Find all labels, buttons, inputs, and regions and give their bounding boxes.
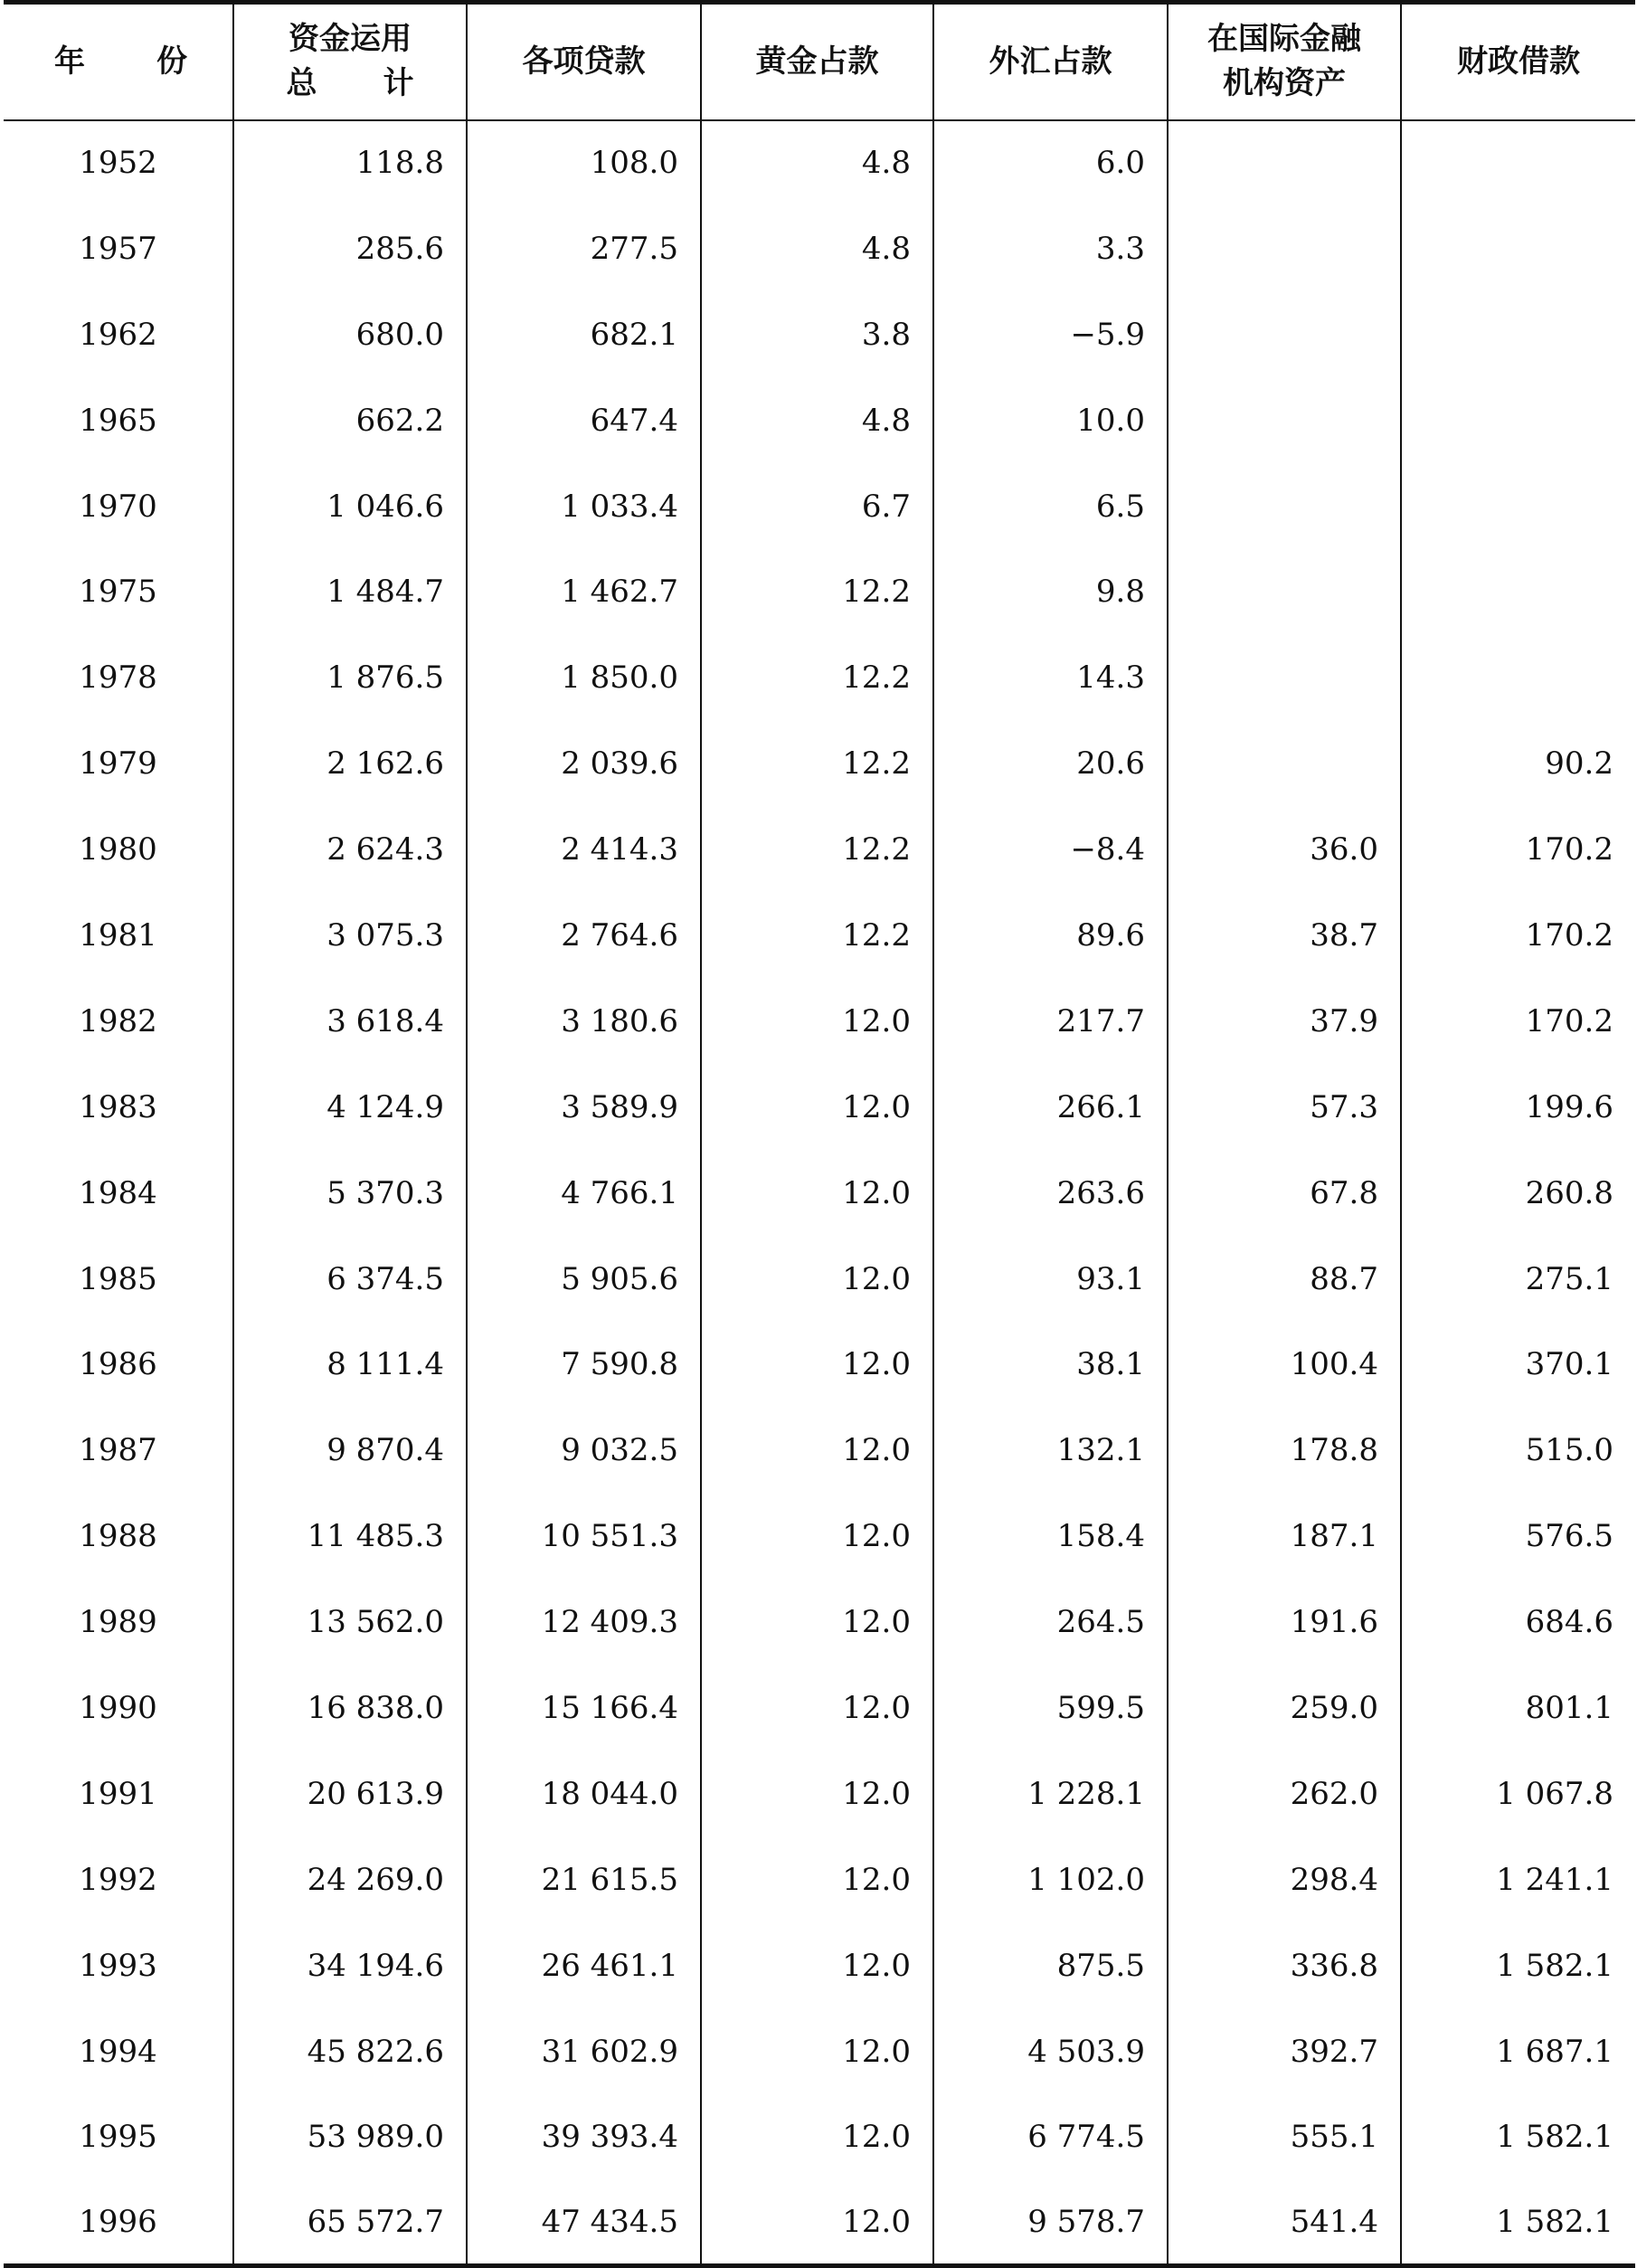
gold-cell: 12.0 [701,1236,933,1322]
header-year-char-1: 年 [54,43,85,80]
gold-cell: 4.8 [701,120,933,206]
year-cell: 1995 [79,2119,157,2156]
table-row [4,2180,1635,2266]
loans-cell: 18 044.0 [467,1751,701,1836]
intl-assets-cell [1168,205,1401,291]
fiscal-cell: 170.2 [1401,807,1635,893]
fiscal-cell: 275.1 [1401,1236,1635,1322]
gold-cell: 4.8 [701,205,933,291]
gold-cell: 12.2 [701,635,933,721]
gold-cell: 12.0 [701,2008,933,2094]
year-cell: 1978 [79,660,157,697]
loans-cell: 2 764.6 [467,893,701,979]
forex-cell: 875.5 [933,1922,1168,2008]
fiscal-cell: 684.6 [1401,1580,1635,1665]
header-loans [467,3,701,120]
header-year [4,3,233,120]
forex-cell: 89.6 [933,893,1168,979]
gold-cell: 12.0 [701,1580,933,1665]
fiscal-cell [1401,377,1635,463]
loans-cell: 5 905.6 [467,1236,701,1322]
forex-cell: 14.3 [933,635,1168,721]
gold-cell: 12.0 [701,1408,933,1494]
gold-cell: 12.0 [701,1150,933,1236]
total-cell: 2 624.3 [233,807,467,893]
table-row [4,1665,1635,1751]
loans-cell: 1 462.7 [467,549,701,635]
gold-cell: 12.2 [701,807,933,893]
total-cell: 118.8 [233,120,467,206]
intl-assets-cell: 67.8 [1168,1150,1401,1236]
total-cell: 34 194.6 [233,1922,467,2008]
loans-cell: 10 551.3 [467,1494,701,1580]
total-cell: 13 562.0 [233,1580,467,1665]
header-total-use-of-funds [233,3,467,120]
gold-cell: 12.2 [701,893,933,979]
fiscal-cell: 1 582.1 [1401,1922,1635,2008]
fiscal-cell: 515.0 [1401,1408,1635,1494]
year-cell: 1957 [79,230,157,267]
intl-assets-cell: 37.9 [1168,978,1401,1064]
fiscal-cell: 1 582.1 [1401,2094,1635,2180]
gold-cell: 12.0 [701,1751,933,1836]
year-cell: 1986 [79,1346,157,1383]
gold-cell: 12.0 [701,1064,933,1150]
year-cell: 1984 [79,1174,157,1211]
year-cell: 1993 [79,1947,157,1984]
intl-assets-cell [1168,291,1401,377]
intl-assets-cell: 259.0 [1168,1665,1401,1751]
total-cell: 5 370.3 [233,1150,467,1236]
table-row [4,978,1635,1064]
intl-assets-cell [1168,721,1401,807]
fiscal-cell: 576.5 [1401,1494,1635,1580]
total-cell: 680.0 [233,291,467,377]
total-cell: 20 613.9 [233,1751,467,1836]
loans-cell: 2 414.3 [467,807,701,893]
header-foreign-exchange [933,3,1168,120]
loans-cell: 9 032.5 [467,1408,701,1494]
table-row [4,1836,1635,1922]
gold-cell: 12.0 [701,1922,933,2008]
year-cell: 1985 [79,1260,157,1297]
loans-cell: 108.0 [467,120,701,206]
table-row [4,1322,1635,1408]
fiscal-cell [1401,463,1635,549]
forex-cell: 1 102.0 [933,1836,1168,1922]
loans-cell: 277.5 [467,205,701,291]
fiscal-cell: 1 582.1 [1401,2180,1635,2266]
fiscal-cell [1401,291,1635,377]
loans-cell: 26 461.1 [467,1922,701,2008]
intl-assets-cell [1168,635,1401,721]
year-cell: 1965 [79,402,157,439]
table-row [4,205,1635,291]
year-cell: 1987 [79,1432,157,1469]
intl-assets-cell: 392.7 [1168,2008,1401,2094]
total-cell: 1 484.7 [233,549,467,635]
header-fiscal-label: 财政借款 [1457,43,1580,80]
table-row [4,549,1635,635]
table-row [4,1064,1635,1150]
year-cell: 1975 [79,574,157,611]
year-cell: 1983 [79,1088,157,1125]
total-cell: 8 111.4 [233,1322,467,1408]
gold-cell: 12.2 [701,721,933,807]
loans-cell: 47 434.5 [467,2180,701,2266]
forex-cell: 9 578.7 [933,2180,1168,2266]
header-intl-line-1: 在国际金融 [1207,20,1361,57]
loans-cell: 4 766.1 [467,1150,701,1236]
loans-cell: 7 590.8 [467,1322,701,1408]
gold-cell: 4.8 [701,377,933,463]
gold-cell: 12.0 [701,2180,933,2266]
gold-cell: 12.0 [701,978,933,1064]
year-cell: 1992 [79,1861,157,1898]
table-row [4,377,1635,463]
total-cell: 3 618.4 [233,978,467,1064]
forex-cell: 6.5 [933,463,1168,549]
table-row [4,463,1635,549]
year-cell: 1990 [79,1689,157,1726]
intl-assets-cell: 36.0 [1168,807,1401,893]
forex-cell: 1 228.1 [933,1751,1168,1836]
header-year-char-2: 份 [156,43,187,80]
forex-cell: 20.6 [933,721,1168,807]
header-total-line-2: 总 计 [286,65,442,102]
intl-assets-cell: 88.7 [1168,1236,1401,1322]
year-cell: 1994 [79,2033,157,2070]
fiscal-cell: 1 241.1 [1401,1836,1635,1922]
forex-cell: −5.9 [933,291,1168,377]
year-cell: 1981 [79,916,157,954]
gold-cell: 12.0 [701,1836,933,1922]
forex-cell: 217.7 [933,978,1168,1064]
intl-assets-cell: 298.4 [1168,1836,1401,1922]
year-cell: 1962 [79,316,157,353]
table-row [4,721,1635,807]
forex-cell: 263.6 [933,1150,1168,1236]
fiscal-cell [1401,205,1635,291]
table-row [4,2094,1635,2180]
forex-cell: 6 774.5 [933,2094,1168,2180]
forex-cell: 93.1 [933,1236,1168,1322]
header-loans-label: 各项贷款 [522,43,646,80]
loans-cell: 31 602.9 [467,2008,701,2094]
loans-cell: 2 039.6 [467,721,701,807]
total-cell: 4 124.9 [233,1064,467,1150]
intl-assets-cell: 187.1 [1168,1494,1401,1580]
loans-cell: 1 850.0 [467,635,701,721]
header-fiscal-borrowing [1401,3,1635,120]
intl-assets-cell [1168,463,1401,549]
loans-cell: 3 180.6 [467,978,701,1064]
total-cell: 2 162.6 [233,721,467,807]
gold-cell: 6.7 [701,463,933,549]
fiscal-cell: 260.8 [1401,1150,1635,1236]
header-intl-line-2: 机构资产 [1223,65,1346,102]
loans-cell: 12 409.3 [467,1580,701,1665]
total-cell: 65 572.7 [233,2180,467,2266]
gold-cell: 12.2 [701,549,933,635]
year-cell: 1996 [4,2180,233,2266]
forex-cell: 264.5 [933,1580,1168,1665]
header-gold-label: 黄金占款 [755,43,879,80]
forex-cell: 9.8 [933,549,1168,635]
intl-assets-cell: 191.6 [1168,1580,1401,1665]
intl-assets-cell: 541.4 [1168,2180,1401,2266]
loans-cell: 15 166.4 [467,1665,701,1751]
fiscal-cell: 170.2 [1401,978,1635,1064]
fiscal-cell: 170.2 [1401,893,1635,979]
total-cell: 9 870.4 [233,1408,467,1494]
total-cell: 53 989.0 [233,2094,467,2180]
intl-assets-cell [1168,377,1401,463]
intl-assets-cell: 178.8 [1168,1408,1401,1494]
table-row [4,2008,1635,2094]
table-row [4,635,1635,721]
fiscal-cell [1401,120,1635,206]
intl-assets-cell: 336.8 [1168,1922,1401,2008]
total-cell: 24 269.0 [233,1836,467,1922]
table-row [4,291,1635,377]
gold-cell: 12.0 [701,1494,933,1580]
total-cell: 3 075.3 [233,893,467,979]
year-cell: 1982 [79,1002,157,1039]
table-header [4,3,1635,120]
year-cell: 1988 [79,1518,157,1555]
intl-assets-cell: 555.1 [1168,2094,1401,2180]
gold-cell: 3.8 [701,291,933,377]
year-cell: 1979 [79,745,157,783]
table-row [4,1408,1635,1494]
total-cell: 16 838.0 [233,1665,467,1751]
total-cell: 6 374.5 [233,1236,467,1322]
header-foreign-exchange-label: 外汇占款 [989,43,1112,80]
loans-cell: 682.1 [467,291,701,377]
forex-cell: 266.1 [933,1064,1168,1150]
forex-cell: 38.1 [933,1322,1168,1408]
intl-assets-cell: 57.3 [1168,1064,1401,1150]
fiscal-cell: 199.6 [1401,1064,1635,1150]
loans-cell: 39 393.4 [467,2094,701,2180]
total-cell: 1 046.6 [233,463,467,549]
gold-cell: 12.0 [701,1322,933,1408]
forex-cell: 158.4 [933,1494,1168,1580]
fiscal-cell: 370.1 [1401,1322,1635,1408]
total-cell: 45 822.6 [233,2008,467,2094]
year-cell: 1970 [79,488,157,525]
header-row [4,3,1635,120]
fiscal-cell: 1 687.1 [1401,2008,1635,2094]
fiscal-cell [1401,549,1635,635]
year-cell: 1980 [79,831,157,868]
intl-assets-cell [1168,120,1401,206]
gold-cell: 12.0 [701,1665,933,1751]
table-row [4,1150,1635,1236]
table-row [4,807,1635,893]
forex-cell: 4 503.9 [933,2008,1168,2094]
statistics-table [4,0,1635,2268]
table-row [4,1751,1635,1836]
table-row [4,1922,1635,2008]
table-row [4,893,1635,979]
forex-cell: 3.3 [933,205,1168,291]
loans-cell: 1 033.4 [467,463,701,549]
loans-cell: 647.4 [467,377,701,463]
intl-assets-cell: 262.0 [1168,1751,1401,1836]
forex-cell: 10.0 [933,377,1168,463]
table-row [4,1494,1635,1580]
year-cell: 1952 [79,145,157,182]
forex-cell: 599.5 [933,1665,1168,1751]
table-row [4,120,1635,206]
fiscal-cell: 1 067.8 [1401,1751,1635,1836]
header-gold [701,3,933,120]
total-cell: 285.6 [233,205,467,291]
forex-cell: −8.4 [933,807,1168,893]
fiscal-cell: 90.2 [1401,721,1635,807]
forex-cell: 132.1 [933,1408,1168,1494]
fiscal-cell [1401,635,1635,721]
total-cell: 662.2 [233,377,467,463]
total-cell: 11 485.3 [233,1494,467,1580]
header-total-line-1: 资金运用 [289,20,412,57]
total-cell: 1 876.5 [233,635,467,721]
year-cell: 1989 [79,1604,157,1641]
fiscal-cell: 801.1 [1401,1665,1635,1751]
intl-assets-cell: 38.7 [1168,893,1401,979]
table-row [4,1236,1635,1322]
forex-cell: 6.0 [933,120,1168,206]
loans-cell: 3 589.9 [467,1064,701,1150]
header-intl-institution-assets [1168,3,1401,120]
table-body [4,120,1635,2266]
year-cell: 1991 [79,1775,157,1812]
loans-cell: 21 615.5 [467,1836,701,1922]
intl-assets-cell [1168,549,1401,635]
gold-cell: 12.0 [701,2094,933,2180]
intl-assets-cell: 100.4 [1168,1322,1401,1408]
table-row [4,1580,1635,1665]
